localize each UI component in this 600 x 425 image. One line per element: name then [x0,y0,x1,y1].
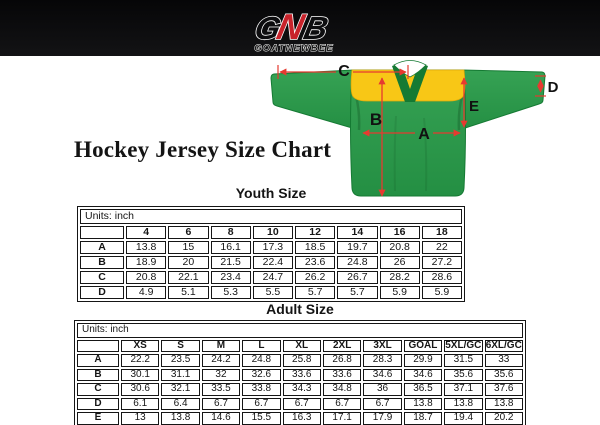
size-column-header: 5XL/GC [445,339,482,351]
size-value-cell: 33.8 [242,383,280,396]
size-value-cell: 32 [202,369,240,382]
size-column-header: 14 [337,226,377,239]
size-value-cell: 20.8 [380,241,420,254]
measure-label-e: E [468,98,480,115]
size-value-cell: 18.7 [404,412,442,425]
size-value-cell: 22.1 [168,271,208,284]
size-value-cell: 5.7 [295,286,335,299]
size-column-header: 8 [211,226,251,239]
measure-row-label: D [77,398,119,411]
size-value-cell: 17.3 [253,241,293,254]
size-value-cell: 6.7 [283,398,321,411]
size-value-cell: 33.6 [283,369,321,382]
size-column-header: XL [283,340,321,353]
measure-row-label: C [77,383,119,396]
size-value-cell: 13.8 [161,412,199,425]
size-value-cell: 6.7 [323,398,361,411]
size-value-cell: 16.1 [211,241,251,254]
measure-row-label: E [77,412,119,425]
size-value-cell: 6.7 [202,398,240,411]
size-value-cell: 13.8 [126,241,166,254]
size-value-cell: 24.8 [242,354,280,367]
size-value-cell: 23.4 [211,271,251,284]
page-title: Hockey Jersey Size Chart [74,137,332,162]
size-value-cell: 5.5 [253,286,293,299]
size-column-header: 16 [380,226,420,239]
size-value-cell: 19.7 [337,241,377,254]
size-value-cell: 5.7 [337,286,377,299]
adult-size-heading: Adult Size [266,301,334,317]
corner-cell [80,226,124,239]
size-value-cell: 15 [168,241,208,254]
size-value-cell: 35.6 [444,369,482,382]
size-value-cell: 18.5 [295,241,335,254]
logo-letter-g: G [251,10,283,46]
size-value-cell: 28.6 [422,271,462,284]
corner-cell [77,340,119,353]
measure-label-d: D [547,79,559,96]
size-value-cell: 24.8 [337,256,377,269]
size-value-cell: 24.7 [253,271,293,284]
size-value-cell: 26.8 [323,354,361,367]
gnb-logo [248,2,340,56]
measure-label-b: B [369,110,383,129]
size-column-header: XS [121,340,159,353]
units-label: Units: inch [77,323,523,338]
size-value-cell: 13.8 [444,398,482,411]
size-value-cell: 25.8 [283,354,321,367]
measure-label-c: C [338,63,350,80]
size-value-cell: 6.7 [363,398,401,411]
size-column-header: 10 [253,226,293,239]
size-value-cell: 13.8 [485,398,523,411]
size-value-cell: 19.4 [444,412,482,425]
size-value-cell: 18.9 [126,256,166,269]
size-column-header: M [202,340,240,353]
adult-size-table [74,320,526,425]
size-value-cell: 22.2 [121,354,159,367]
size-column-header: 6 [168,226,208,239]
size-value-cell: 23.5 [161,354,199,367]
size-column-header: 18 [422,226,462,239]
size-value-cell: 34.6 [363,369,401,382]
size-value-cell: 17.1 [323,412,361,425]
size-value-cell: 33 [485,354,523,367]
size-value-cell: 36.5 [404,383,442,396]
header-bar [0,0,600,56]
size-value-cell: 13 [121,412,159,425]
size-value-cell: 5.1 [168,286,208,299]
size-column-header: L [242,340,280,353]
size-value-cell: 37.6 [485,383,523,396]
size-value-cell: 13.8 [404,398,442,411]
size-value-cell: 17.9 [363,412,401,425]
measure-row-label: A [80,241,124,254]
size-value-cell: 30.1 [121,369,159,382]
size-column-header: 12 [295,226,335,239]
size-value-cell: 26.2 [295,271,335,284]
size-column-header: 4 [126,226,166,239]
measure-row-label: B [77,369,119,382]
size-value-cell: 22 [422,241,462,254]
measure-row-label: A [77,354,119,367]
size-value-cell: 31.1 [161,369,199,382]
size-value-cell: 33.5 [202,383,240,396]
youth-size-table [77,206,465,302]
size-value-cell: 35.6 [485,369,523,382]
units-label: Units: inch [80,209,462,224]
size-column-header: 2XL [323,340,361,353]
size-value-cell: 28.2 [380,271,420,284]
size-value-cell: 4.9 [126,286,166,299]
size-value-cell: 24.2 [202,354,240,367]
size-column-header: 6XL/GC [485,339,522,351]
measure-row-label: D [80,286,124,299]
logo-subtitle: GOATNEWBEE [254,43,334,54]
size-value-cell: 26 [380,256,420,269]
size-value-cell: 29.9 [404,354,442,367]
size-column-header: 3XL [363,340,401,353]
size-value-cell: 5.3 [211,286,251,299]
youth-size-heading: Youth Size [235,185,307,201]
size-value-cell: 14.6 [202,412,240,425]
size-value-cell: 30.6 [121,383,159,396]
measure-row-label: B [80,256,124,269]
size-value-cell: 16.3 [283,412,321,425]
size-value-cell: 6.1 [121,398,159,411]
size-value-cell: 23.6 [295,256,335,269]
size-value-cell: 15.5 [242,412,280,425]
size-value-cell: 20.8 [126,271,166,284]
size-column-header: GOAL [404,340,442,353]
size-value-cell: 20.2 [485,412,523,425]
size-value-cell: 6.4 [161,398,199,411]
size-value-cell: 21.5 [211,256,251,269]
logo-letter-b: B [300,10,332,46]
logo-letter-n: N [273,6,309,47]
size-value-cell: 32.1 [161,383,199,396]
size-value-cell: 20 [168,256,208,269]
size-value-cell: 33.6 [323,369,361,382]
size-value-cell: 31.5 [444,354,482,367]
size-value-cell: 27.2 [422,256,462,269]
size-value-cell: 22.4 [253,256,293,269]
size-value-cell: 34.6 [404,369,442,382]
size-value-cell: 34.3 [283,383,321,396]
measure-label-a: A [418,126,430,143]
jersey-diagram [256,56,562,206]
size-value-cell: 5.9 [422,286,462,299]
size-value-cell: 26.7 [337,271,377,284]
size-value-cell: 36 [363,383,401,396]
size-value-cell: 32.6 [242,369,280,382]
measure-row-label: C [80,271,124,284]
size-value-cell: 37.1 [444,383,482,396]
size-value-cell: 6.7 [242,398,280,411]
size-column-header: S [161,340,199,353]
size-value-cell: 28.3 [363,354,401,367]
size-value-cell: 34.8 [323,383,361,396]
size-value-cell: 5.9 [380,286,420,299]
